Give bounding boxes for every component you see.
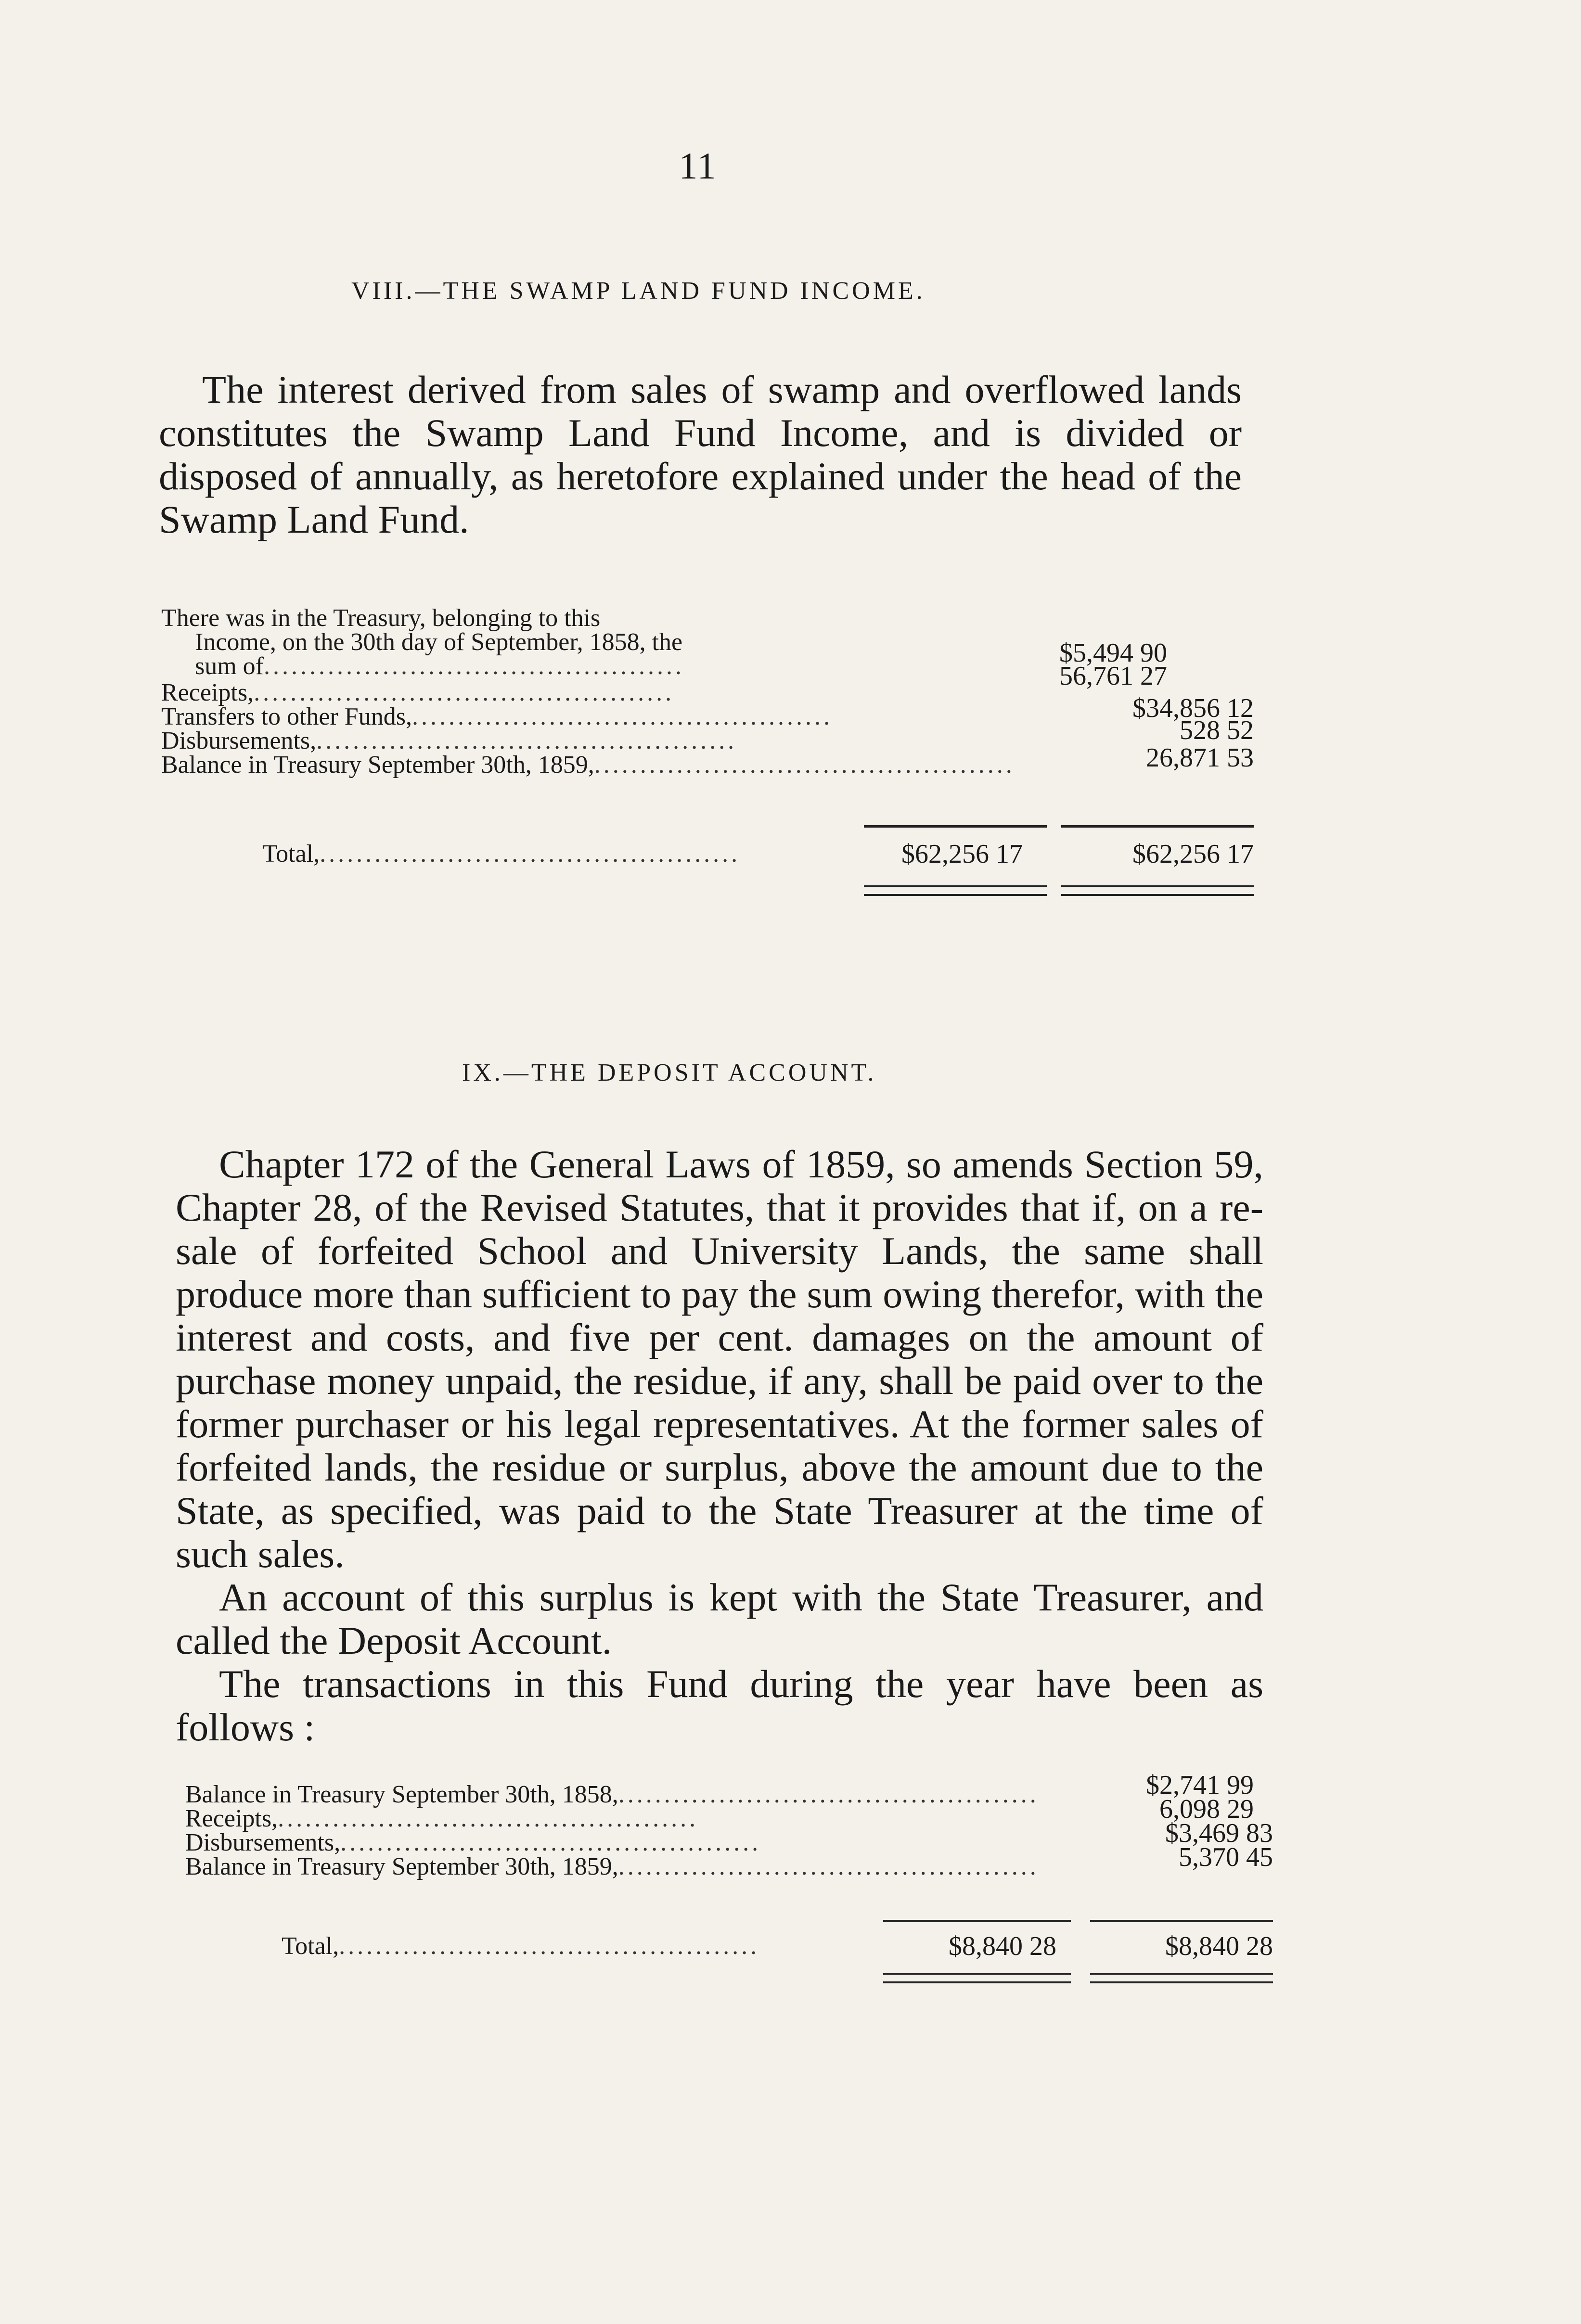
section-8-ledger <box>161 604 1254 902</box>
ledger-total-col1: $8,840 28 <box>949 1931 1056 1961</box>
section-9-ledger <box>185 1770 1273 2006</box>
ledger-total-row: Total,.............................................. $62,256 17 $62,256 17 <box>262 839 1254 869</box>
section-9-text-3: The transactions in this Fund during the year have been as follows : <box>176 1662 1263 1749</box>
section-9-text-2: An account of this surplus is kept with the State Treasurer, and called the Deposit Account. <box>176 1575 1263 1662</box>
ledger-total-col2: $8,840 28 <box>1165 1931 1273 1961</box>
ledger-amount-col1: $2,741 99 <box>1146 1770 1254 1800</box>
section-8-heading: VIII.—THE SWAMP LAND FUND INCOME. <box>351 277 925 305</box>
total-double-rule <box>1090 1973 1273 1983</box>
ledger-row: Disbursements,.............................................. 528 52 <box>161 715 1254 754</box>
subtotal-rule <box>883 1920 1071 1922</box>
total-double-rule <box>864 885 1047 896</box>
ledger-row: Transfers to other Funds,.............................................. $34,856 12 <box>161 693 1254 730</box>
ledger-amount-col2: $34,856 12 <box>1132 693 1254 723</box>
ledger-row: Receipts,.............................................. 6,098 29 <box>185 1794 1254 1832</box>
ledger-total-label: Total, <box>282 1932 339 1960</box>
ledger-amount-col2: 528 52 <box>1180 715 1254 745</box>
ledger-label: Balance in Treasury September 30th, 1859, <box>161 751 594 779</box>
ledger-label: Balance in Treasury September 30th, 1859, <box>185 1853 618 1880</box>
section-8-text: The interest derived from sales of swamp and overflowed lands constitutes the Swamp Land Fund Income, and is divided or disposed of annually, as heretofore explained under the head of the Swamp Land Fund. <box>159 368 1242 541</box>
ledger-label: Balance in Treasury September 30th, 1858, <box>185 1781 618 1808</box>
ledger-label: Disbursements, <box>185 1829 341 1856</box>
ledger-label: Income, on the 30th day of September, 1858, the <box>195 628 683 656</box>
subtotal-rule <box>1061 825 1254 828</box>
ledger-label: Transfers to other Funds, <box>161 703 412 730</box>
ledger-label: sum of <box>195 652 264 680</box>
ledger-label: There was in the Treasury, belonging to this <box>161 604 601 632</box>
ledger-total-col2: $62,256 17 <box>1132 839 1254 869</box>
ledger-row: Balance in Treasury September 30th, 1859,.............................................. 26,871 53 <box>161 743 1254 779</box>
ledger-amount-col1: $5,494 90 <box>1059 638 1167 668</box>
ledger-label: Disbursements, <box>161 727 317 754</box>
ledger-total-label: Total, <box>262 840 320 868</box>
ledger-amount-col2: 5,370 45 <box>1179 1842 1273 1872</box>
ledger-amount-col1: 6,098 29 <box>1159 1794 1254 1824</box>
ledger-total-row: Total,.............................................. $8,840 28 $8,840 28 <box>282 1931 1273 1961</box>
total-double-rule <box>883 1973 1071 1983</box>
subtotal-rule <box>1090 1920 1273 1922</box>
section-9-heading: IX.—THE DEPOSIT ACCOUNT. <box>462 1059 877 1086</box>
subtotal-rule <box>864 825 1047 828</box>
ledger-label: Receipts, <box>161 679 254 706</box>
page-number: 11 <box>679 145 717 187</box>
total-double-rule <box>1061 885 1254 896</box>
section-9-text-1: Chapter 172 of the General Laws of 1859, so amends Section 59, Chapter 28, of the Revised Statutes, that it provides that if, on a re-sale of forfeited School and University Lands, the same shall produce more than sufficient to pay the sum owing therefor, with the interest and costs, and five per cent. damages on the amount of purchase money unpaid, the residue, if any, shall be paid over to the former purchaser or his legal representatives. At the former sales of forfeited lands, the residue or surplus, above the amount due to the State, as specified, was paid to the State Treasurer at the time of such sales. <box>176 1142 1263 1576</box>
ledger-label: Receipts, <box>185 1805 278 1832</box>
ledger-row: Balance in Treasury September 30th, 1858,.............................................. $2,741 99 <box>185 1770 1254 1808</box>
ledger-row: Disbursements,.............................................. $3,469 83 <box>185 1818 1273 1856</box>
ledger-amount-col2: $3,469 83 <box>1165 1818 1273 1848</box>
ledger-amount-col2: 26,871 53 <box>1146 743 1254 773</box>
ledger-row: sum of.............................................. $5,494 90 <box>195 638 1167 680</box>
section-8-paragraph <box>159 368 1242 541</box>
ledger-row: Balance in Treasury September 30th, 1859,.............................................. 5,370 45 <box>185 1842 1273 1880</box>
ledger-total-col1: $62,256 17 <box>901 839 1023 869</box>
section-9-paragraphs <box>176 1143 1263 1749</box>
ledger-amount-col1: 56,761 27 <box>1059 661 1167 691</box>
ledger-row: Receipts,.............................................. 56,761 27 <box>161 661 1167 706</box>
